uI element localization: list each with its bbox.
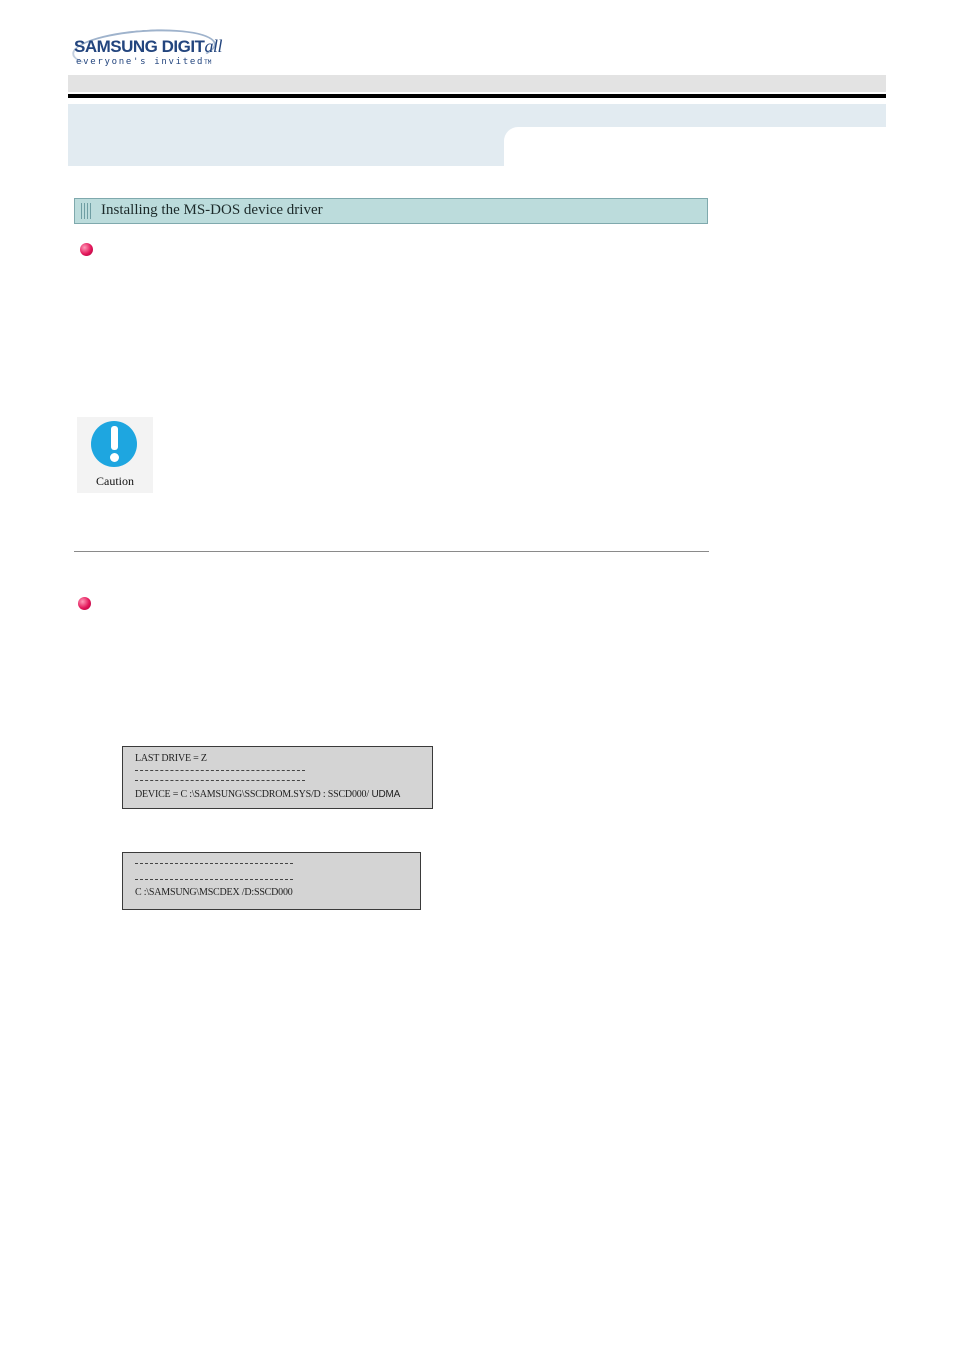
exclamation-bar: [111, 426, 118, 450]
autoexec-dash-line: [135, 863, 293, 864]
logo-wordmark: [74, 36, 222, 57]
bullet-icon: [80, 243, 93, 256]
section-title: Installing the MS-DOS device driver: [101, 202, 323, 218]
caution-block: [77, 417, 153, 493]
config-device-text: DEVICE = C :\SAMSUNG\SSCDROM.SYS/D : SSCD000/: [135, 789, 369, 800]
config-line-lastdrive: LAST DRIVE = Z: [135, 753, 207, 764]
exclamation-dot: [110, 453, 119, 462]
config-dash-line: [135, 780, 305, 781]
samsung-logo: [72, 30, 222, 70]
config-sys-box: [122, 746, 433, 809]
logo-tagline: [76, 57, 211, 67]
config-line-device: [135, 789, 400, 800]
header-band-notch: [504, 127, 886, 167]
logo-main-text: SAMSUNG DIGIT: [74, 37, 205, 56]
header-gray-bar: [68, 75, 886, 92]
bullet-icon: [78, 597, 91, 610]
title-stripes-icon: [81, 203, 93, 219]
section-title-box: [74, 198, 708, 224]
logo-suffix-text: all: [204, 36, 222, 56]
autoexec-dash-line: [135, 879, 293, 880]
header-black-rule: [68, 94, 886, 98]
section-divider: [74, 551, 709, 552]
logo-tm: TM: [204, 59, 212, 66]
caution-label: Caution: [96, 474, 134, 488]
autoexec-line-mscdex: C :\SAMSUNG\MSCDEX /D:SSCD000: [135, 887, 293, 898]
config-device-udma: UDMA: [368, 789, 401, 800]
autoexec-bat-box: [122, 852, 421, 910]
logo-tagline-text: everyone's invited: [76, 57, 205, 67]
config-dash-line: [135, 770, 305, 771]
